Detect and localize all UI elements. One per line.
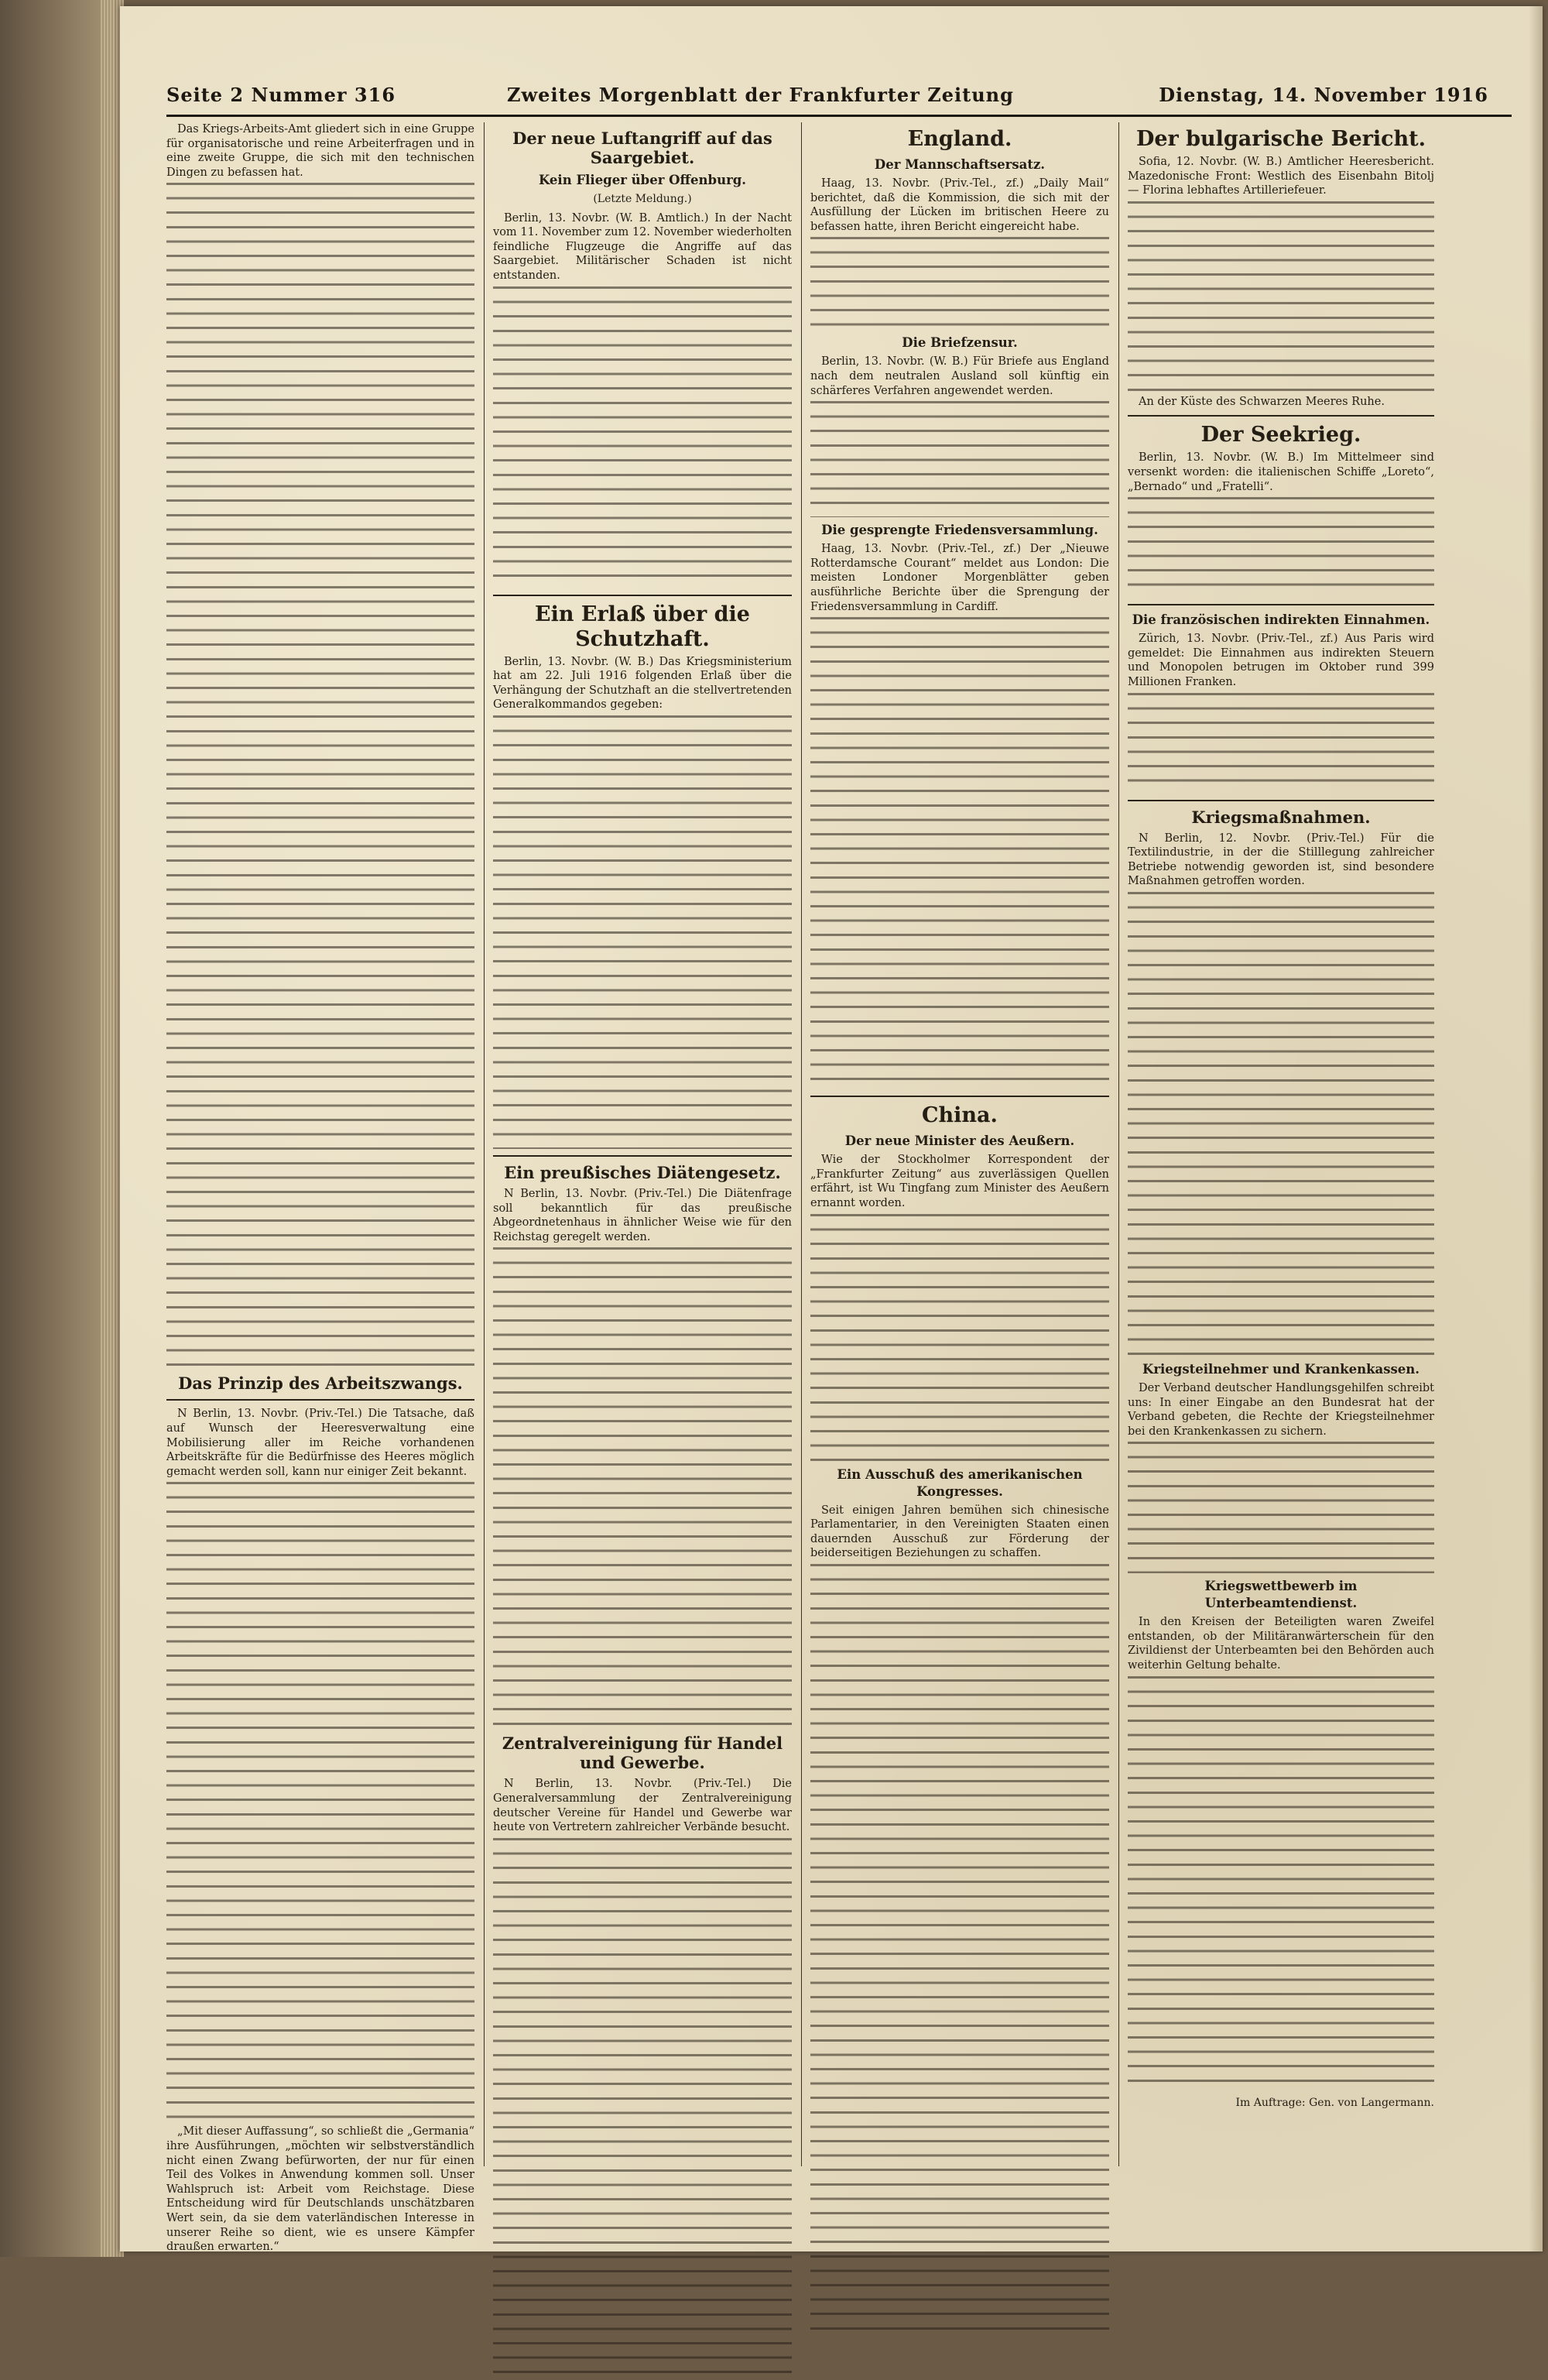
article-lead: Sofia, 12. Novbr. (W. B.) Amtlicher Heeresbericht. Mazedonische Front: Westlich des Eisenbahn Bitolj — Florina lebhaftes Artilleriefeuer. [1128,156,1434,197]
text-block [166,183,474,1367]
article-lead: Seit einigen Jahren bemühen sich chinesische Parlamentarier, in den Vereinigten Staaten einen dauernden Ausschuß zur Förderung der beiderseitigen Beziehungen zu schaffen. [810,1504,1109,1560]
page-number: Seite 2 Nummer 316 [166,84,396,106]
headline-seekrieg: Der Seekrieg. [1200,423,1361,448]
text-block [493,286,792,588]
column-2 [493,122,792,2244]
text-block [166,1482,474,2125]
divider [1128,800,1434,801]
article-lead: Haag, 13. Novbr. (Priv.-Tel., zf.) Der „Nieuwe Rotterdamsche Courant“ meldet aus London: Die meisten Londoner Morgenblätter geben ausführliche Berichte über die Sprengung der Friedensversammlung in Cardiff. [810,543,1109,613]
headline-arbeitszwang: Das Prinzip des Arbeitszwangs. [178,1373,463,1394]
article-intro: Das Kriegs-Arbeits-Amt gliedert sich in eine Gruppe für organisatorische und reine Arbeiterfragen und in eine zweite Gruppe, die sich mit den technischen Dingen zu befassen hat. [166,123,474,179]
page-shadow [1529,6,1543,2251]
subhead-friedensversammlung: Die gesprengte Friedensversammlung. [821,523,1098,538]
divider [166,1399,474,1401]
article-lead: N Berlin, 12. Novbr. (Priv.-Tel.) Für die Textilindustrie, in der die Stilllegung zahlreicher Betriebe notwendig geworden ist, sind besondere Maßnahmen getroffen worden. [1128,832,1434,888]
text-block [493,715,792,1149]
article-lead: Berlin, 13. Novbr. (W. B. Amtlich.) In der Nacht vom 11. November zum 12. November wiederholten feindliche Flugzeuge die Angriffe auf das Saargebiet. Militärischer Schaden ist nicht entstanden. [493,211,792,282]
headline-england: England. [907,127,1012,151]
article-lead: N Berlin, 13. Novbr. (Priv.-Tel.) Die Tatsache, daß auf Wunsch der Heeresverwaltung eine Mobilisierung aller im Reiche vorhandenen Arbeitskräfte für die Bedürfnisse des Heeres möglich gemacht werden soll, kann nur einiger Zeit bekannt. [166,1408,474,1478]
text-block [810,1564,1109,2338]
headline-luftangriff: Der neue Luftangriff auf das Saargebiet. [512,129,772,167]
text-block [810,1214,1109,1462]
column-rule [801,122,802,2166]
article-lead: Haag, 13. Novbr. (Priv.-Tel., zf.) „Daily Mail“ berichtet, daß die Kommission, die sich mit der Ausfüllung der Lücken im britischen Heere zu befassen hatte, ihren Bericht eingereicht habe. [810,177,1109,233]
headline-schutzhaft: Ein Erlaß über die Schutzhaft. [535,602,750,651]
article-lead: Berlin, 13. Novbr. (W. B.) Im Mittelmeer sind versenkt worden: die italienischen Schiffe „Loreto“, „Bernado“ und „Fratelli“. [1128,451,1434,493]
article-close: „Mit dieser Auffassung“, so schließt die „Germania“ ihre Ausführungen, „möchten wir selbstverständlich nicht einen Zwang befürworten, der nur für einen Teil des Volkes in Anwendung kommen soll. Unser Wahlspruch ist: Arbeit vom Reichstage. Diese Entscheidung wird für Deutschlands unschätzbaren Wert sein, da sie dem vaterländischen Interesse in unserer Reihe so dient, wie es unsere Kämpfer draußen erwarten.“ [166,2125,474,2254]
text-block [1128,892,1434,1356]
article-lead: N Berlin, 13. Novbr. (Priv.-Tel.) Die Generalversammlung der Zentralvereinigung deutscher Vereine für Handel und Gewerbe war heute von Vertretern zahlreicher Verbände besucht. [493,1778,792,1834]
headline-unterbeamtendienst: Kriegswettbewerb im Unterbeamtendienst. [1204,1579,1358,1611]
headline-kriegsmassnahmen: Kriegsmaßnahmen. [1191,807,1371,827]
divider [1128,415,1434,417]
headline-bulgarischer-bericht: Der bulgarische Bericht. [1135,127,1426,151]
text-block [1128,201,1434,395]
subhead-ausschuss: Ein Ausschuß des amerikanischen Kongresses. [837,1466,1083,1499]
issue-date: Dienstag, 14. November 1916 [1159,84,1488,106]
headline-china: China. [922,1103,998,1128]
text-block [493,1247,792,1727]
article-close: An der Küste des Schwarzen Meeres Ruhe. [1139,395,1385,408]
text-block [810,617,1109,1089]
text-block [1128,1676,1434,2087]
article-lead: Berlin, 13. Novbr. (W. B.) Für Briefe aus England nach dem neutralen Ausland soll künftig ein schärferes Verfahren angewendet werden. [810,355,1109,397]
paper-title: Zweites Morgenblatt der Frankfurter Zeitung [507,84,1014,106]
headline-zentralvereinigung: Zentralvereinigung für Handel und Gewerbe. [502,1734,783,1773]
article-lead: In den Kreisen der Beteiligten waren Zweifel entstanden, ob der Militäranwärterschein für den Zivildienst der Unterbeamten bei den Behörden auch weiterhin Geltung behalte. [1128,1616,1434,1672]
header-rule [166,115,1512,117]
divider [493,595,792,596]
subhead-minister: Der neue Minister des Aeußern. [844,1133,1075,1149]
text-block [1128,693,1434,794]
headline-krankenkassen: Kriegsteilnehmer und Krankenkassen. [1142,1361,1420,1377]
text-block [810,401,1109,517]
divider [493,1155,792,1157]
text-block [1128,497,1434,598]
subhead-meldung: (Letzte Meldung.) [593,193,692,205]
subhead-mannschaftsersatz: Der Mannschaftsersatz. [874,157,1046,172]
subhead-briefzensur: Die Briefzensur. [902,335,1018,351]
column-rule [1118,122,1119,2166]
article-lead: Wie der Stockholmer Korrespondent der „Frankfurter Zeitung“ aus zuverlässigen Quellen erfährt, ist Wu Tingfang zum Minister des Aeußern ernannt worden. [810,1154,1109,1209]
text-block [810,237,1109,330]
signature: Im Auftrage: Gen. von Langermann. [1235,2096,1434,2109]
masthead-line [166,84,1512,118]
divider [1128,604,1434,605]
column-3 [810,122,1109,2244]
column-4 [1128,122,1434,2244]
text-block [493,1838,792,2380]
column-rule [484,122,485,2166]
headline-einnahmen: Die französischen indirekten Einnahmen. [1132,612,1430,628]
article-lead: N Berlin, 13. Novbr. (Priv.-Tel.) Die Diätenfrage soll bekanntlich für das preußische Abgeordnetenhaus in ähnlicher Weise wie für den Reichstag geregelt werden. [493,1187,792,1243]
divider [810,1096,1109,1097]
article-lead: Zürich, 13. Novbr. (Priv.-Tel., zf.) Aus Paris wird gemeldet: Die Einnahmen aus indirekten Steuern und Monopolen betrugen im Oktober rund 399 Millionen Franken. [1128,633,1434,688]
newspaper-page [120,6,1543,2254]
article-lead: Berlin, 13. Novbr. (W. B.) Das Kriegsministerium hat am 22. Juli 1916 folgenden Erlaß über die Verhängung der Schutzhaft an die stellvertretenden Generalkommandos gegeben: [493,655,792,712]
column-1 [166,122,474,2254]
subhead-luftangriff: Kein Flieger über Offenburg. [538,173,747,187]
book-binding [0,0,115,2257]
headline-diaetengesetz: Ein preußisches Diätengesetz. [504,1162,781,1182]
article-lead: Der Verband deutscher Handlungsgehilfen schreibt uns: In einer Eingabe an den Bundesrat hat der Verband gebeten, die Rechte der Kriegsteilnehmer bei den Krankenkassen zu sichern. [1128,1381,1434,1438]
text-block [1128,1442,1434,1573]
